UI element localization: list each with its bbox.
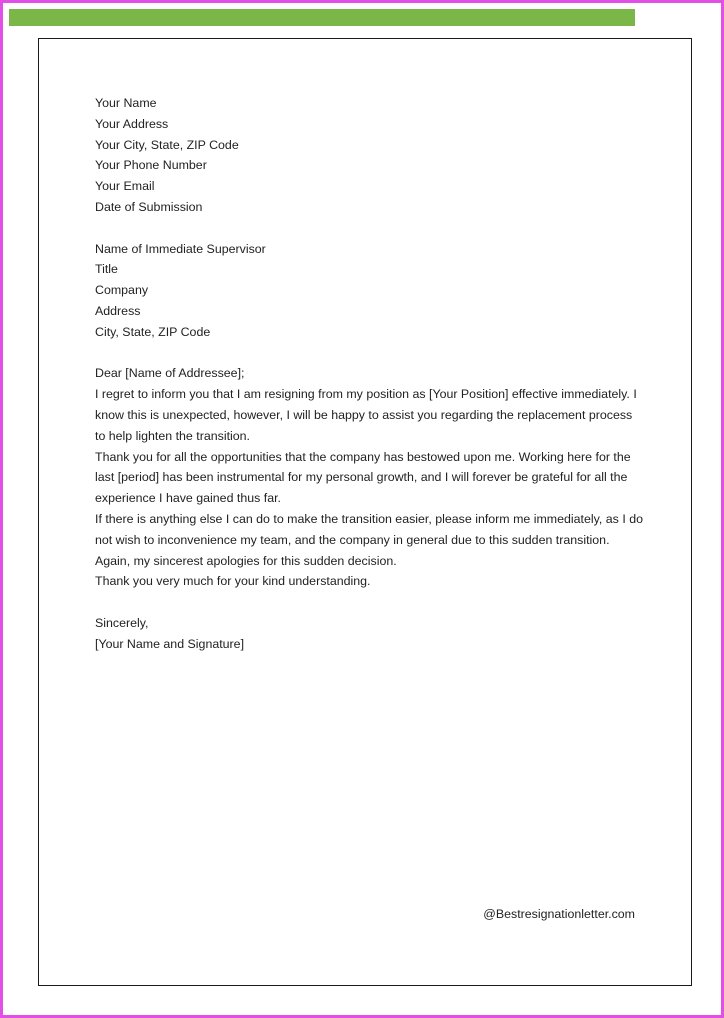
letter-page: [38, 38, 692, 986]
sender-name: Your Name: [95, 96, 157, 110]
sender-address: Your Address: [95, 116, 169, 131]
footer-credit: @Bestresignationletter.com: [483, 907, 635, 921]
recipient-block: [95, 239, 645, 343]
sender-email: Your Email: [95, 179, 155, 194]
salutation: Dear [Name of Addressee];: [95, 366, 245, 381]
recipient-company: Company: [95, 283, 149, 298]
body-paragraph-2: Thank you for all the opportunities that the company has bestowed upon me. Working here for the last [period] has been instrumental for my personal growth, and I will forever be grateful for all the experience I have gained thus far.: [95, 449, 631, 506]
submission-date: Date of Submission: [95, 199, 203, 214]
salutation-block: [95, 363, 645, 384]
recipient-title: Title: [95, 262, 118, 277]
signature-placeholder: [Your Name and Signature]: [95, 636, 245, 651]
valediction: Sincerely,: [95, 615, 149, 630]
body-paragraph-1: I regret to inform you that I am resigning from my position as [Your Position] effective immediately. I know this is unexpected, however, I will be happy to assist you regarding the replacement process to help lighten the transition.: [95, 387, 637, 443]
sender-phone: Your Phone Number: [95, 158, 207, 173]
body-paragraph-3: If there is anything else I can do to make the transition easier, please inform me immediately, as I do not wish to inconvenience my team, and the company in general due to this sudden transition. Again, my sincerest apologies for this sudden decision.: [95, 511, 643, 568]
recipient-name: Name of Immediate Supervisor: [95, 241, 266, 256]
sender-city-state-zip: Your City, State, ZIP Code: [95, 137, 239, 152]
letter-content: [95, 93, 645, 655]
header-accent-bar: [9, 9, 635, 26]
body-paragraph-4: Thank you very much for your kind understanding.: [95, 574, 371, 589]
recipient-city-state-zip: City, State, ZIP Code: [95, 324, 211, 339]
closing-block: [95, 613, 645, 655]
recipient-address: Address: [95, 303, 141, 318]
sender-block: [95, 93, 645, 218]
